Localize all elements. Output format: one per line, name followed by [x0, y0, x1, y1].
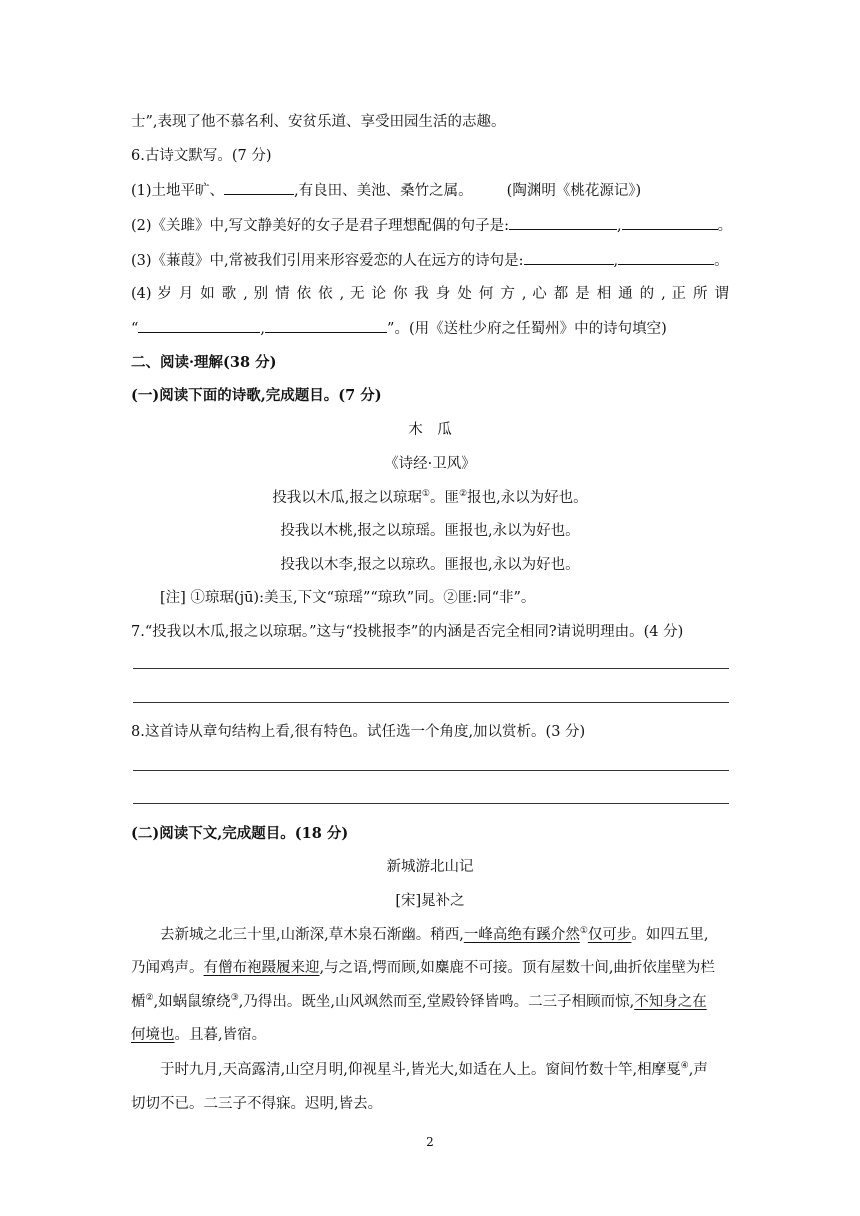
underlined-phrase: 有僧布袍蹑履来迎 [203, 960, 320, 976]
answer-line[interactable] [133, 770, 729, 771]
footnote-mark: ④ [680, 1061, 689, 1072]
essay-text: ,如蜗鼠缭绕 [153, 994, 231, 1010]
essay-author: [宋]晁补之 [395, 893, 465, 909]
essay-text: 于时九月,天高露清,山空月明,仰视星斗,皆光大,如适在人上。窗间竹数十竿,相摩戛 [160, 1062, 681, 1078]
q6-item-1 [131, 180, 641, 201]
q5-answer-tail: 士”,表现了他不慕名利、安贫乐道、享受田园生活的志趣。 [131, 114, 506, 130]
poem-source: 《诗经·卫风》 [384, 456, 476, 472]
q8-question: 8.这首诗从章句结构上看,很有特色。试任选一个角度,加以赏析。(3 分) [131, 724, 586, 740]
poem-text: 报也,永以为好也。 [467, 490, 588, 506]
comma: , [613, 253, 619, 269]
essay-text: ,乃得出。既坐,山风飒然而至,堂殿铃铎皆鸣。二三子相顾而惊, [238, 994, 635, 1010]
essay-p2-line-1 [160, 1060, 708, 1080]
essay-text: ,与之语,愕而顾,如麋鹿不可接。顶有屋数十间,曲折依崖壁为栏 [319, 960, 715, 976]
comma: , [260, 321, 266, 337]
footnote-mark: ② [145, 993, 154, 1004]
poem-line-2: 投我以木桃,报之以琼瑶。匪报也,永以为好也。 [280, 523, 580, 539]
essay-p1-line-3 [131, 992, 707, 1012]
answer-line[interactable] [133, 803, 729, 804]
essay-p1-line-1 [160, 925, 709, 945]
answer-blank[interactable] [618, 250, 714, 265]
poem-line-1 [0, 488, 860, 508]
answer-line[interactable] [133, 668, 729, 669]
underlined-phrase: 一峰高绝有蹊介然 [463, 927, 580, 943]
answer-blank[interactable] [509, 215, 617, 230]
essay-text: 楯 [131, 994, 146, 1010]
answer-blank[interactable] [224, 180, 294, 195]
q6-item-3 [131, 250, 729, 271]
answer-blank[interactable] [138, 318, 260, 333]
open-quote: “ [131, 321, 139, 337]
essay-p2-line-2: 切切不已。二三子不得寐。迟明,皆去。 [131, 1096, 383, 1112]
footnote-mark: ① [421, 489, 430, 500]
underlined-phrase: 何境也 [131, 1027, 175, 1043]
q6-item-4-line-1: (4) 岁 月 如 歌 , 别 情 依 依 , 无 论 你 我 身 处 何 方 , 心 都 是 相 通 的 , 正 所 谓 [131, 286, 729, 302]
part-2-title: (二)阅读下文,完成题目。(18 分) [131, 825, 349, 842]
poem-title: 木 瓜 [408, 422, 452, 438]
poem-text: 。匪 [430, 490, 459, 506]
footnote-mark: ② [459, 489, 468, 500]
essay-text: 。且暮,皆宿。 [174, 1027, 267, 1043]
q6-title: 6.古诗文默写。(7 分) [131, 148, 272, 164]
essay-text: ,声 [688, 1062, 708, 1078]
poem-line-3: 投我以木李,报之以琼玖。匪报也,永以为好也。 [280, 557, 580, 573]
poem-text: 投我以木瓜,报之以琼琚 [272, 490, 422, 506]
answer-line[interactable] [133, 702, 729, 703]
q6-item-1-source: (陶渊明《桃花源记》) [506, 183, 642, 199]
q6-item-2-text: (2)《关雎》中,写文静美好的女子是君子理想配偶的句子是: [131, 218, 510, 234]
essay-text: 。如四五里, [631, 927, 709, 943]
underlined-phrase: 不知身之在 [634, 994, 707, 1010]
section-2-title: 二、阅读·理解(38 分) [131, 354, 277, 371]
q6-item-4-line-2 [131, 318, 667, 339]
essay-p1-line-4 [131, 1025, 266, 1045]
essay-title: 新城游北山记 [386, 859, 474, 875]
q7-question: 7.“投我以木瓜,报之以琼琚。”这与“投桃报李”的内涵是否完全相同?请说明理由。(4 分) [131, 624, 684, 640]
answer-blank[interactable] [622, 215, 718, 230]
answer-blank[interactable] [524, 250, 614, 265]
part-1-title: (一)阅读下面的诗歌,完成题目。(7 分) [131, 387, 382, 404]
q6-item-2 [131, 215, 732, 236]
q6-item-4-hint: ”。(用《送杜少府之任蜀州》中的诗句填空) [387, 321, 667, 337]
underlined-phrase: 仅可步 [587, 927, 632, 943]
period: 。 [717, 218, 733, 234]
poem-note: [注] ①琼琚(jū):美玉,下文“琼瑶”“琼玖”同。②匪:同“非”。 [160, 590, 536, 606]
footnote-mark: ① [579, 926, 588, 937]
answer-blank[interactable] [265, 318, 387, 333]
essay-text: 去新城之北三十里,山渐深,草木泉石渐幽。稍西, [160, 927, 464, 943]
essay-text: 乃闻鸡声。 [131, 960, 204, 976]
period: 。 [714, 253, 729, 269]
comma: , [617, 218, 622, 234]
q6-item-3-text: (3)《蒹葭》中,常被我们引用来形容爱恋的人在远方的诗句是: [131, 253, 524, 269]
footnote-mark: ③ [230, 993, 239, 1004]
page-number: 2 [426, 1135, 434, 1149]
essay-p1-line-2 [131, 958, 715, 978]
q6-item-1-text-b: ,有良田、美池、桑竹之属。 [294, 183, 473, 199]
q6-item-1-text-a: (1)土地平旷、 [131, 183, 225, 199]
